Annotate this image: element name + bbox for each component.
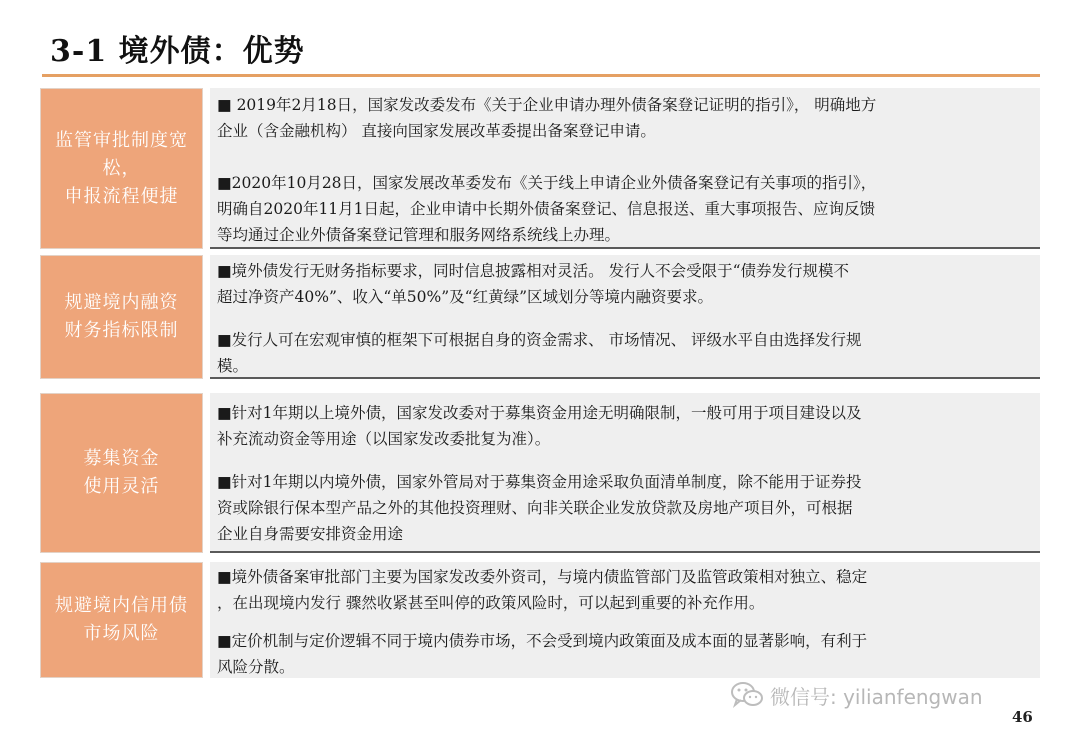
text-line: ■2020年10月28日，国家发展改革委发布《关于线上申请企业外债备案登记有关事项的指引》， (217, 174, 877, 192)
row-content (210, 562, 1040, 678)
watermark-text: 微信号: yilianfengwan (770, 684, 983, 709)
row-content (210, 88, 1040, 249)
page-number: 46 (1012, 708, 1033, 726)
row-label-line: 规避境内信用债 (55, 595, 188, 616)
text-line: ■针对1年期以内境外债，国家外管局对于募集资金用途采取负面清单制度，除不能用于证券投 (217, 473, 862, 491)
row-label-line: 使用灵活 (83, 476, 160, 497)
text-line: ■发行人可在宏观审慎的框架下可根据自身的资金需求、 市场情况、 评级水平自由选择发行规 (217, 331, 862, 349)
row-label (40, 393, 203, 553)
slide-title: 3-1 境外债：优势 (50, 34, 305, 69)
row-content (210, 255, 1040, 379)
advantage-row-financial-limits (40, 255, 1040, 379)
row-label (40, 562, 203, 678)
text-line: ■定价机制与定价逻辑不同于境内债券市场，不会受到境内政策面及成本面的显著影响，有利于 (217, 632, 868, 650)
text-line: ■境外债发行无财务指标要求，同时信息披露相对灵活。 发行人不会受限于“债券发行规模不 (217, 262, 849, 280)
text-line: ■针对1年期以上境外债，国家发改委对于募集资金用途无明确限制，一般可用于项目建设以及 (217, 404, 862, 422)
text-line: 资或除银行保本型产品之外的其他投资理财、向非关联企业发放贷款及房地产项目外，可根据 (217, 499, 853, 517)
text-line: 补充流动资金等用途（以国家发改委批复为准）。 (217, 430, 551, 448)
wechat-watermark (730, 680, 983, 710)
title-divider (42, 74, 1040, 77)
advantage-row-fund-usage (40, 393, 1040, 553)
bullet-paragraph (217, 469, 1026, 547)
text-line: 企业自身需要安排资金用途 (217, 525, 404, 543)
row-label-line: 规避境内融资 (64, 292, 179, 313)
row-label-line: 申报流程便捷 (64, 185, 179, 207)
bullet-paragraph (217, 92, 1026, 144)
row-label-line: 募集资金 (83, 448, 160, 469)
advantage-row-regulation (40, 88, 1040, 249)
text-line: 企业（含金融机构） 直接向国家发展改革委提出备案登记申请。 (217, 122, 656, 140)
text-line: ，在出现境内发行 骤然收紧甚至叫停的政策风险时，可以起到重要的补充作用。 (217, 594, 765, 612)
bullet-paragraph (217, 628, 1026, 680)
row-label (40, 255, 203, 379)
row-label-line: 财务指标限制 (64, 320, 179, 341)
text-line: ■境外债备案审批部门主要为国家发改委外资司，与境内债监管部门及监管政策相对独立、稳定 (217, 568, 868, 586)
text-line: ■ 2019年2月18日，国家发改委发布《关于企业申请办理外债备案登记证明的指引》， 明确地方 (217, 96, 877, 114)
bullet-paragraph (217, 258, 1026, 310)
bullet-paragraph (217, 327, 1026, 379)
row-label-line: 市场风险 (83, 623, 160, 644)
wechat-icon (730, 680, 764, 710)
text-line: 风险分散。 (217, 658, 295, 676)
text-line: 等均通过企业外债备案登记管理和服务网络系统线上办理。 (217, 226, 621, 244)
bullet-paragraph (217, 400, 1026, 452)
text-line: 明确自2020年11月1日起，企业申请中长期外债备案登记、信息报送、重大事项报告、应询反馈 (217, 200, 876, 218)
row-label (40, 88, 203, 249)
advantage-row-credit-risk (40, 562, 1040, 678)
row-content (210, 393, 1040, 553)
row-label-line: 监管审批制度宽松， (55, 129, 188, 179)
text-line: 模。 (217, 357, 249, 375)
bullet-paragraph (217, 564, 1026, 616)
text-line: 超过净资产40%”、收入“单50%”及“红黄绿”区域划分等境内融资要求。 (217, 288, 714, 306)
bullet-paragraph (217, 170, 1026, 248)
